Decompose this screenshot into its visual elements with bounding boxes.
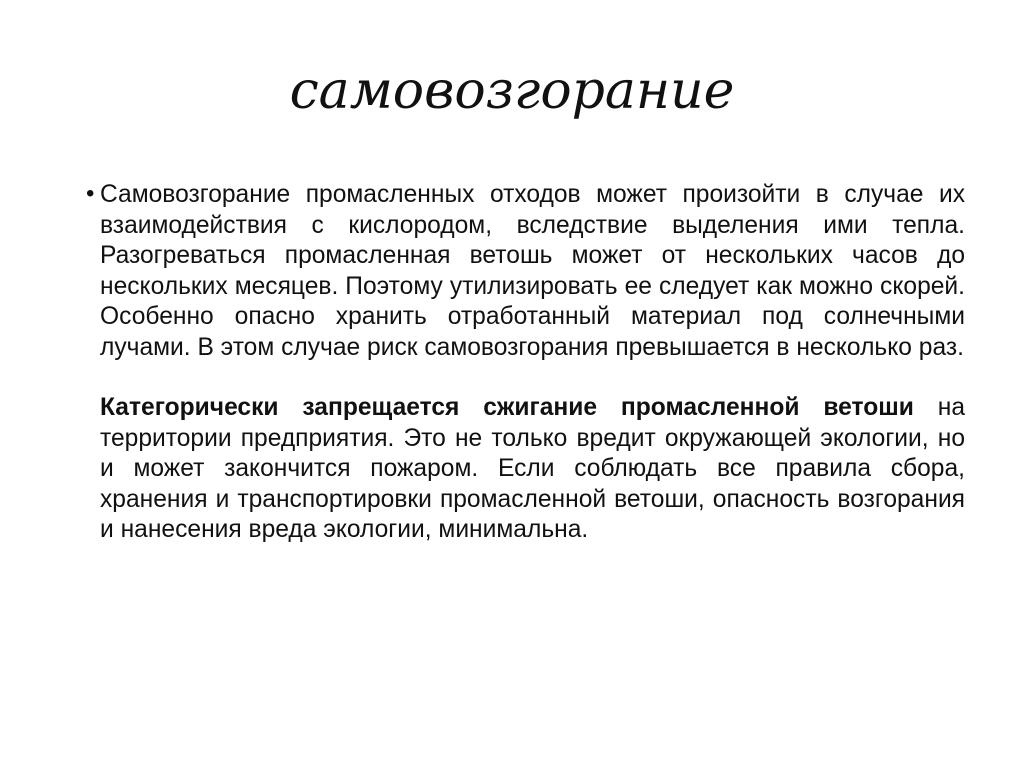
- slide-title: самовозгорание: [289, 61, 735, 121]
- paragraph-2: [100, 393, 965, 546]
- bullet-marker: •: [86, 180, 95, 207]
- paragraph-2-text: на территории предприятия. Это не только вредит окружающей экологии, но и может закончится пожаром. Если соблюдать все правила сбора, хранения и транспортировки промасленной ветоши, опасность возгорания и нанесения вреда экологии, минимальна.: [100, 394, 965, 543]
- bullet-body: [100, 180, 965, 546]
- paragraph-2-bold: Категорически запрещается сжигание промасленной ветоши: [100, 394, 914, 421]
- paragraph-1: Самовозгорание промасленных отходов может произойти в случае их взаимодействия с кислородом, вследствие выделения ими тепла. Разогреваться промасленная ветошь может от нескольких часов до нескольких месяцев. Поэтому утилизировать ее следует как можно скорей. Особенно опасно хранить отработанный материал под солнечными лучами. В этом случае риск самовозгорания превышается в несколько раз.: [100, 181, 965, 361]
